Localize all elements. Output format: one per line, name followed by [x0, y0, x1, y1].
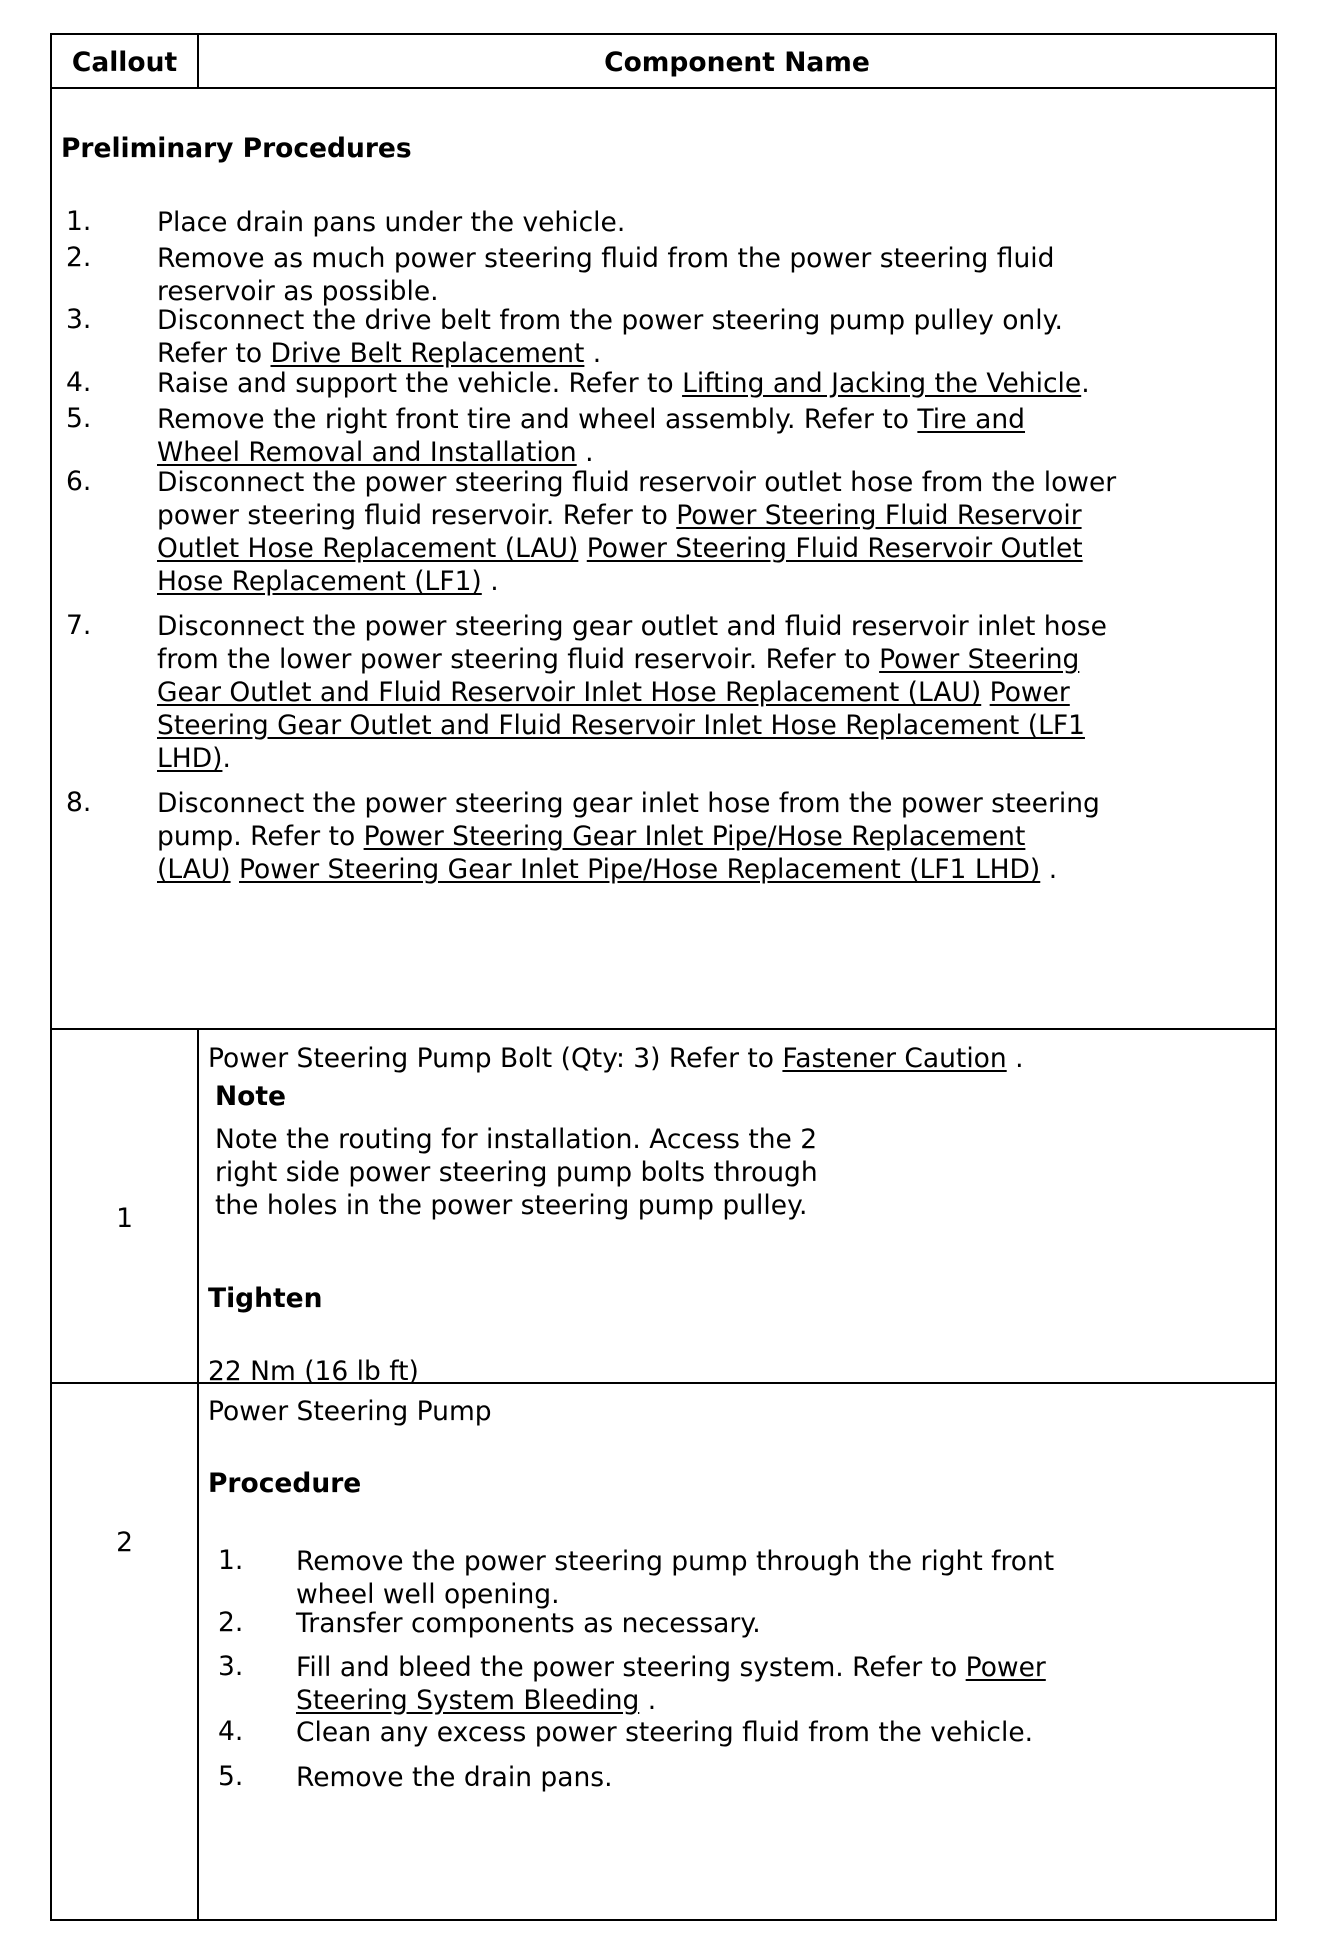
step-text: Remove as much power steering fluid from the power steering fluid reservoir as possible.: [157, 243, 1055, 307]
link-gear-outlet-hose-lf1[interactable]: LHD): [157, 743, 223, 774]
step-number: 2.: [66, 242, 92, 273]
component-power-steering-pump: Power Steering Pump: [208, 1396, 492, 1427]
procedure-title: Procedure: [208, 1468, 362, 1499]
step-text: Disconnect the power steering gear outlet and fluid reservoir inlet hose from the lower power steering fluid reservoir. Refer to Power Steering Gear Outlet and Fluid Reservoir Inlet Hose Replacement (LAU) Power Steering Gear Outlet and Fluid Reservoir Inlet Hose Replacement (LF1 LHD).: [157, 611, 1107, 774]
step-text: Fill and bleed the power steering system. Refer to Power Steering System Bleeding .: [296, 1652, 1046, 1716]
link-tire-wheel-removal[interactable]: Tire and: [917, 404, 1026, 435]
step-number: 4.: [66, 367, 92, 398]
step-number: 7.: [66, 610, 92, 641]
step-number: 5.: [218, 1761, 244, 1792]
note-text: Note the routing for installation. Access the 2 right side power steering pump bolts through the holes in the power steering pump pulley.: [215, 1124, 818, 1221]
step-text: Disconnect the power steering fluid reservoir outlet hose from the lower power steering fluid reservoir. Refer to Power Steering Fluid Reservoir Outlet Hose Replacement (LAU) Power Steering Fluid Reservoir Outlet Hose Replacement (LF1) .: [157, 467, 1117, 597]
link-power-steering-system-bleeding[interactable]: Power: [965, 1652, 1046, 1683]
link-gear-outlet-hose-lau[interactable]: Power Steering: [879, 644, 1080, 675]
step-text: Raise and support the vehicle. Refer to Lifting and Jacking the Vehicle.: [157, 368, 1090, 399]
step-number: 2.: [218, 1607, 244, 1638]
link-gear-outlet-hose-lf1[interactable]: Steering Gear Outlet and Fluid Reservoir Inlet Hose Replacement (LF1: [157, 710, 1085, 741]
step-text: Clean any excess power steering fluid from the vehicle.: [296, 1717, 1034, 1748]
link-reservoir-outlet-hose-lau[interactable]: Power Steering Fluid Reservoir: [676, 500, 1082, 531]
link-reservoir-outlet-hose-lf1[interactable]: Hose Replacement (LF1): [157, 566, 482, 597]
step-number: 5.: [66, 403, 92, 434]
tighten-title: Tighten: [208, 1283, 323, 1314]
step-number: 3.: [218, 1651, 244, 1682]
link-tire-wheel-removal[interactable]: Wheel Removal and Installation: [157, 437, 577, 468]
step-text: Transfer components as necessary.: [296, 1608, 761, 1639]
step-text: Place drain pans under the vehicle.: [157, 207, 626, 238]
header-callout: Callout: [71, 46, 178, 78]
link-reservoir-outlet-hose-lf1[interactable]: Power Steering Fluid Reservoir Outlet: [586, 533, 1083, 564]
step-number: 6.: [66, 466, 92, 497]
link-drive-belt-replacement[interactable]: Drive Belt Replacement: [270, 338, 585, 369]
step-text: Disconnect the drive belt from the power steering pump pulley only. Refer to Drive Belt Replacement .: [157, 305, 1063, 369]
procedure-table: [50, 33, 1277, 1921]
step-number: 4.: [218, 1716, 244, 1747]
row-divider-1: [52, 1028, 1275, 1030]
link-gear-outlet-hose-lf1[interactable]: Power: [989, 677, 1070, 708]
step-text: Disconnect the power steering gear inlet hose from the power steering pump. Refer to Power Steering Gear Inlet Pipe/Hose Replacement (LAU) Power Steering Gear Inlet Pipe/Hose Replacement (LF1 LHD) .: [157, 788, 1100, 885]
step-number: 1.: [218, 1545, 244, 1576]
step-number: 3.: [66, 304, 92, 335]
preliminary-title: Preliminary Procedures: [61, 133, 412, 164]
link-reservoir-outlet-hose-lau[interactable]: Outlet Hose Replacement (LAU): [157, 533, 579, 564]
link-lifting-and-jacking[interactable]: Lifting and Jacking the Vehicle: [682, 368, 1082, 399]
step-text: Remove the drain pans.: [296, 1762, 613, 1793]
step-text: Remove the power steering pump through the right front wheel well opening.: [296, 1546, 1055, 1610]
step-text: Remove the right front tire and wheel assembly. Refer to Tire and Wheel Removal and Installation .: [157, 404, 1026, 468]
torque-spec: 22 Nm (16 lb ft): [208, 1356, 419, 1387]
link-fastener-caution[interactable]: Fastener Caution: [782, 1043, 1007, 1074]
header-component-name: Component Name: [604, 46, 870, 78]
link-power-steering-system-bleeding[interactable]: Steering System Bleeding: [296, 1685, 640, 1716]
step-number: 1.: [66, 206, 92, 237]
component-pump-bolt: Power Steering Pump Bolt (Qty: 3) Refer to Fastener Caution .: [208, 1043, 1024, 1074]
step-number: 8.: [66, 787, 92, 818]
callout-1: 1: [116, 1203, 133, 1234]
link-gear-inlet-hose-lau[interactable]: (LAU): [157, 854, 231, 885]
link-gear-inlet-hose-lf1[interactable]: Power Steering Gear Inlet Pipe/Hose Replacement (LF1 LHD): [239, 854, 1041, 885]
link-gear-outlet-hose-lau[interactable]: Gear Outlet and Fluid Reservoir Inlet Hose Replacement (LAU): [157, 677, 982, 708]
body-column-divider: [197, 1028, 199, 1921]
link-gear-inlet-hose-lau[interactable]: Power Steering Gear Inlet Pipe/Hose Replacement: [363, 821, 1026, 852]
callout-2: 2: [116, 1527, 133, 1558]
note-title: Note: [215, 1081, 287, 1112]
